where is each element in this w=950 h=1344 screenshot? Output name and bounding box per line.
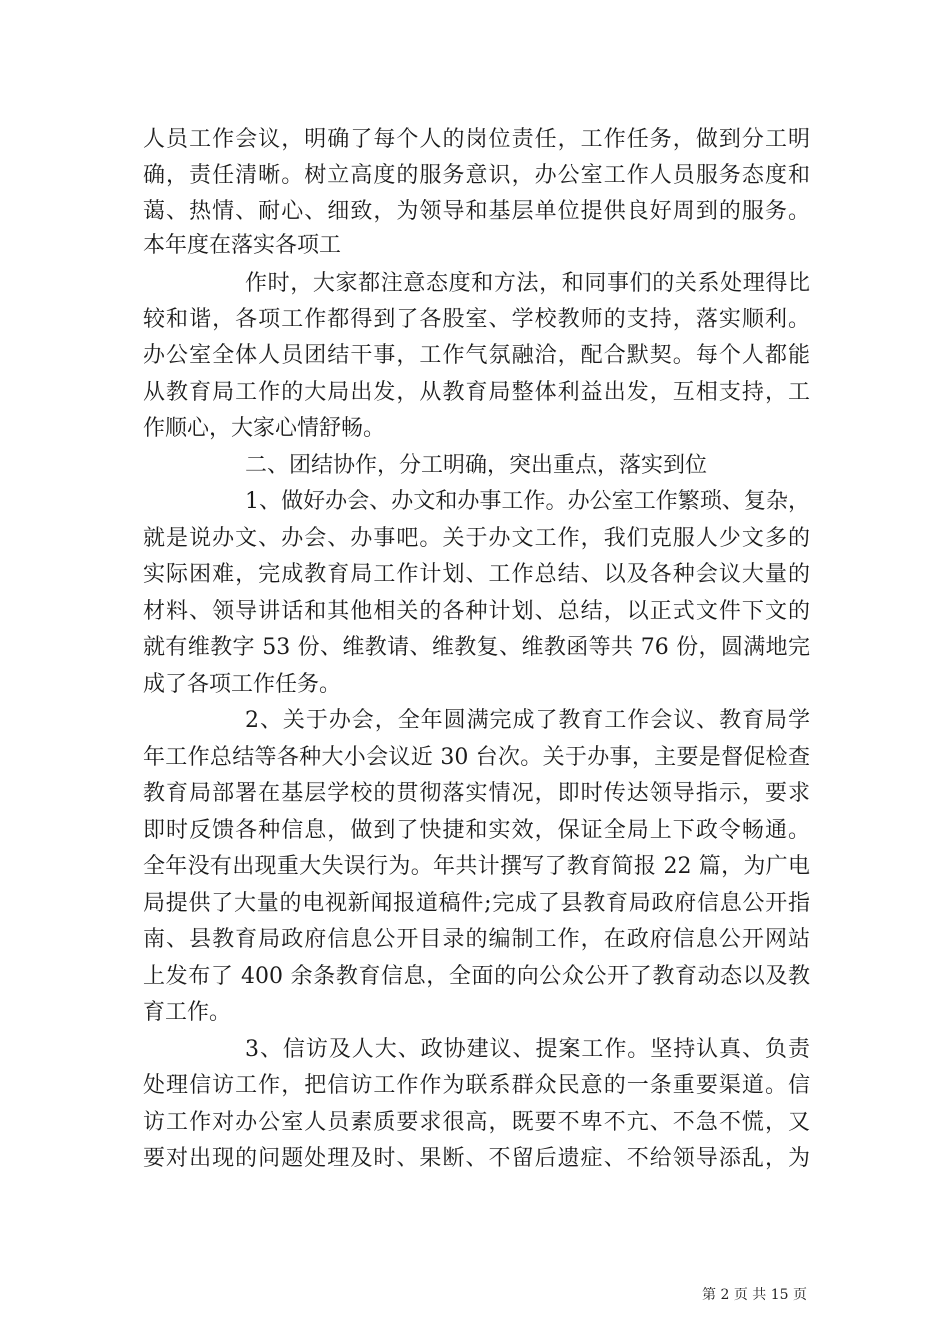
text-line: 访工作对办公室人员素质要求很高，既要不卑不亢、不急不慌，又	[143, 1110, 810, 1135]
text-line: 全年没有出现重大失误行为。年共计撰写了教育简报 22 篇，为广电	[143, 854, 810, 879]
text-line: 年工作总结等各种大小会议近 30 台次。关于办事，主要是督促检查	[143, 745, 810, 770]
text-line: 就有维教字 53 份、维教请、维教复、维教函等共 76 份，圆满地完	[143, 635, 810, 660]
text-line: 从教育局工作的大局出发，从教育局整体利益出发，互相支持，工	[143, 380, 810, 405]
text-line: 办公室全体人员团结干事，工作气氛融洽，配合默契。每个人都能	[143, 343, 810, 368]
paragraph-first-line: 3、信访及人大、政协建议、提案工作。坚持认真、负责	[245, 1037, 810, 1062]
text-line: 材料、领导讲话和其他相关的各种计划、总结，以正式文件下文的	[143, 599, 810, 624]
text-line: 确，责任清晰。树立高度的服务意识，办公室工作人员服务态度和	[143, 163, 810, 188]
text-line: 南、县教育局政府信息公开目录的编制工作，在政府信息公开网站	[143, 927, 810, 952]
text-line: 成了各项工作任务。	[143, 672, 342, 697]
text-line: 即时反馈各种信息，做到了快捷和实效，保证全局上下政令畅通。	[143, 818, 810, 843]
text-line: 教育局部署在基层学校的贯彻落实情况，即时传达领导指示，要求	[143, 781, 810, 806]
paragraph-first-line: 作时，大家都注意态度和方法，和同事们的关系处理得比	[245, 271, 810, 296]
page-number: 第 2 页 共 15 页	[702, 1287, 807, 1303]
text-line: 作顺心，大家心情舒畅。	[143, 416, 386, 441]
text-line: 就是说办文、办会、办事吧。关于办文工作，我们克服人少文多的	[143, 526, 810, 551]
paragraph-first-line: 2、关于办会，全年圆满完成了教育工作会议、教育局学	[245, 708, 810, 733]
text-line: 局提供了大量的电视新闻报道稿件;完成了县教育局政府信息公开指	[143, 891, 810, 916]
text-line: 上发布了 400 余条教育信息，全面的向公众公开了教育动态以及教	[143, 964, 810, 989]
text-line: 本年度在落实各项工	[143, 233, 342, 258]
text-line: 实际困难，完成教育局工作计划、工作总结、以及各种会议大量的	[143, 562, 810, 587]
section-heading: 二、团结协作，分工明确，突出重点，落实到位	[245, 453, 708, 478]
paragraph-first-line: 1、做好办会、办文和办事工作。办公室工作繁琐、复杂，	[245, 489, 810, 514]
text-line: 育工作。	[143, 1000, 232, 1025]
text-line: 要对出现的问题处理及时、果断、不留后遗症、不给领导添乱，为	[143, 1146, 810, 1171]
text-line: 较和谐，各项工作都得到了各股室、学校教师的支持，落实顺利。	[143, 307, 810, 332]
text-line: 蔼、热情、耐心、细致，为领导和基层单位提供良好周到的服务。	[143, 199, 810, 224]
text-line: 人员工作会议，明确了每个人的岗位责任，工作任务，做到分工明	[143, 127, 810, 152]
text-line: 处理信访工作，把信访工作作为联系群众民意的一条重要渠道。信	[143, 1073, 810, 1098]
